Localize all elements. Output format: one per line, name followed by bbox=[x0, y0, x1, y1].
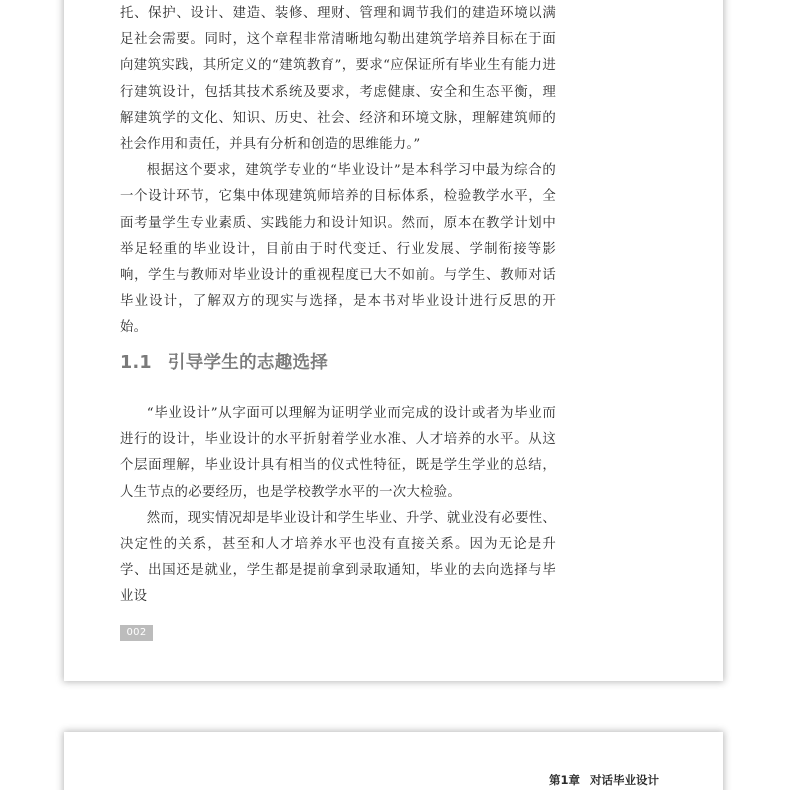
paragraph-graduation-design-meaning: “毕业设计”从字面可以理解为证明学业而完成的设计或者为毕业而进行的设计，毕业设计的水平折射着学业水准、人才培养的水平。从这个层面理解，毕业设计具有相当的仪式性特征，既是学生学业的总结，人生节点的必要经历，也是学校教学水平的一次大检验。 bbox=[120, 406, 556, 500]
header-chapter-number: 第1章 bbox=[548, 773, 580, 787]
body-text-block-2 bbox=[120, 401, 556, 611]
paragraph-graduation-design-role: 根据这个要求，建筑学专业的“毕业设计”是本科学习中最为综合的一个设计环节，它集中体现建筑师培养的目标体系，检验教学水平，全面考量学生专业素质、实践能力和设计知识。然而，原本在教学计划中举足轻重的毕业设计，目前由于时代变迁、行业发展、学制衔接等影响，学生与教师对毕业设计的重视程度已大不如前。与学生、教师对话毕业设计，了解双方的现实与选择，是本书对毕业设计进行反思的开始。 bbox=[120, 163, 556, 336]
running-header bbox=[549, 772, 659, 788]
body-text-block-1 bbox=[120, 1, 556, 342]
paragraph-current-reality: 然而，现实情况却是毕业设计和学生毕业、升学、就业没有必要性、决定性的关系，甚至和人才培养水平也没有直接关系。因为无论是升学、出国还是就业，学生都是提前拿到录取通知，毕业的去向选择与毕业设 bbox=[120, 510, 557, 605]
section-heading bbox=[120, 349, 328, 374]
book-page-next bbox=[64, 732, 723, 790]
section-number: 1.1 bbox=[120, 353, 152, 373]
page-number-badge: 002 bbox=[120, 625, 153, 641]
book-page-002 bbox=[64, 0, 723, 681]
paragraph-charter-requirements: 托、保护、设计、建造、装修、理财、管理和调节我们的建造环境以满足社会需要。同时，这个章程非常清晰地勾勒出建筑学培养目标在于面向建筑实践，其所定义的“建筑教育”，要求“应保证所有毕业生有能力进行建筑设计，包括其技术系统及要求，考虑健康、安全和生态平衡，理解建筑学的文化、知识、历史、社会、经济和环境文脉，理解建筑师的社会作用和责任，并具有分析和创造的思维能力。” bbox=[120, 6, 556, 153]
header-chapter-title: 对话毕业设计 bbox=[590, 773, 659, 787]
section-title: 引导学生的志趣选择 bbox=[167, 353, 329, 373]
